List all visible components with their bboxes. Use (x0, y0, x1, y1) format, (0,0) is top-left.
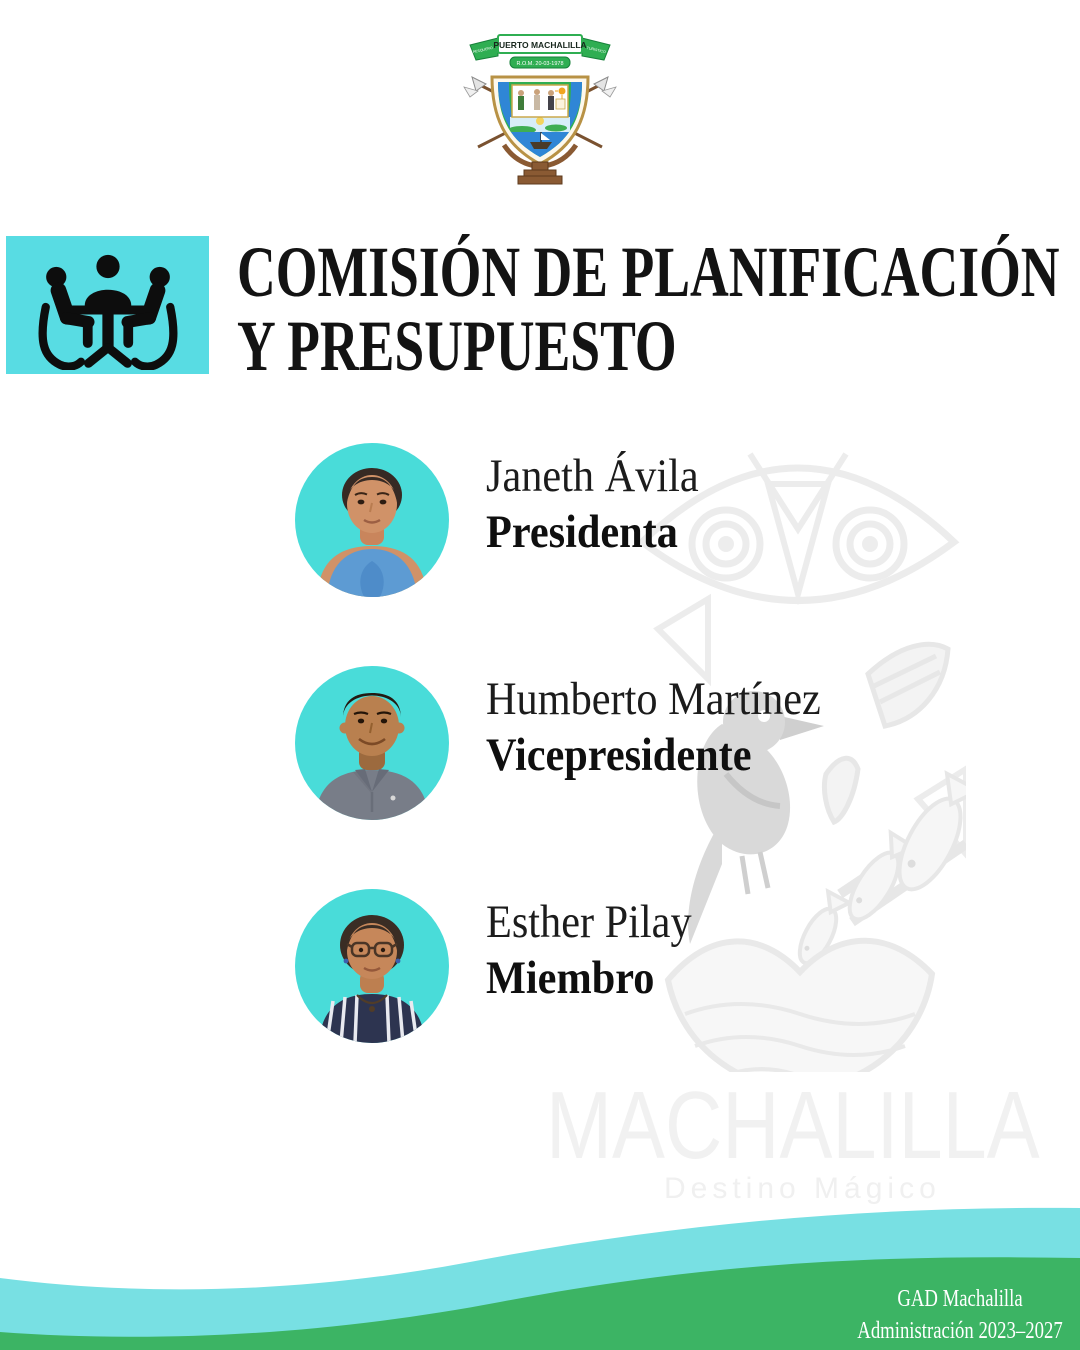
member-name: Humberto Martínez (486, 673, 821, 725)
page-title-line2: Y PRESUPUESTO (237, 306, 677, 386)
member-name: Esther Pilay (486, 896, 692, 948)
banner-right-text: TURISTICO (586, 45, 607, 55)
member-name: Janeth Ávila (486, 450, 699, 502)
photo-humberto-martinez (295, 666, 449, 820)
watermark-brand-text: MACHALILLA (546, 1072, 1040, 1179)
registry-text: R.O.M. 20-03-1978 (516, 61, 564, 67)
photo-janeth-avila (295, 443, 449, 597)
member-role: Vicepresidente (486, 729, 752, 781)
member-text (486, 666, 821, 820)
photo-esther-pilay (295, 889, 449, 1043)
page-title (237, 232, 1060, 386)
member-text (486, 889, 692, 1043)
puerto-machalilla-coat-of-arms (452, 26, 628, 192)
watermark-tagline-text: Destino Mágico (664, 1172, 941, 1205)
member-row-presidenta (295, 443, 935, 597)
member-role: Miembro (486, 952, 655, 1004)
footer-org: GAD Machalilla (897, 1286, 1023, 1312)
banner-center-text: PUERTO MACHALILLA (493, 40, 587, 50)
member-text (486, 443, 699, 597)
name-banner (470, 35, 610, 68)
member-row-miembro (295, 889, 935, 1043)
footer-credit (835, 1283, 1080, 1347)
banner-left-text: PESQUERO (472, 45, 494, 55)
footer-administration: Administración 2023–2027 (857, 1318, 1063, 1344)
page-title-line1: COMISIÓN DE PLANIFICACIÓN (237, 232, 1060, 312)
member-row-vicepresidente (295, 666, 935, 820)
meeting-table-icon (33, 244, 183, 370)
header-icon-tile (6, 236, 209, 374)
member-role: Presidenta (486, 506, 678, 558)
